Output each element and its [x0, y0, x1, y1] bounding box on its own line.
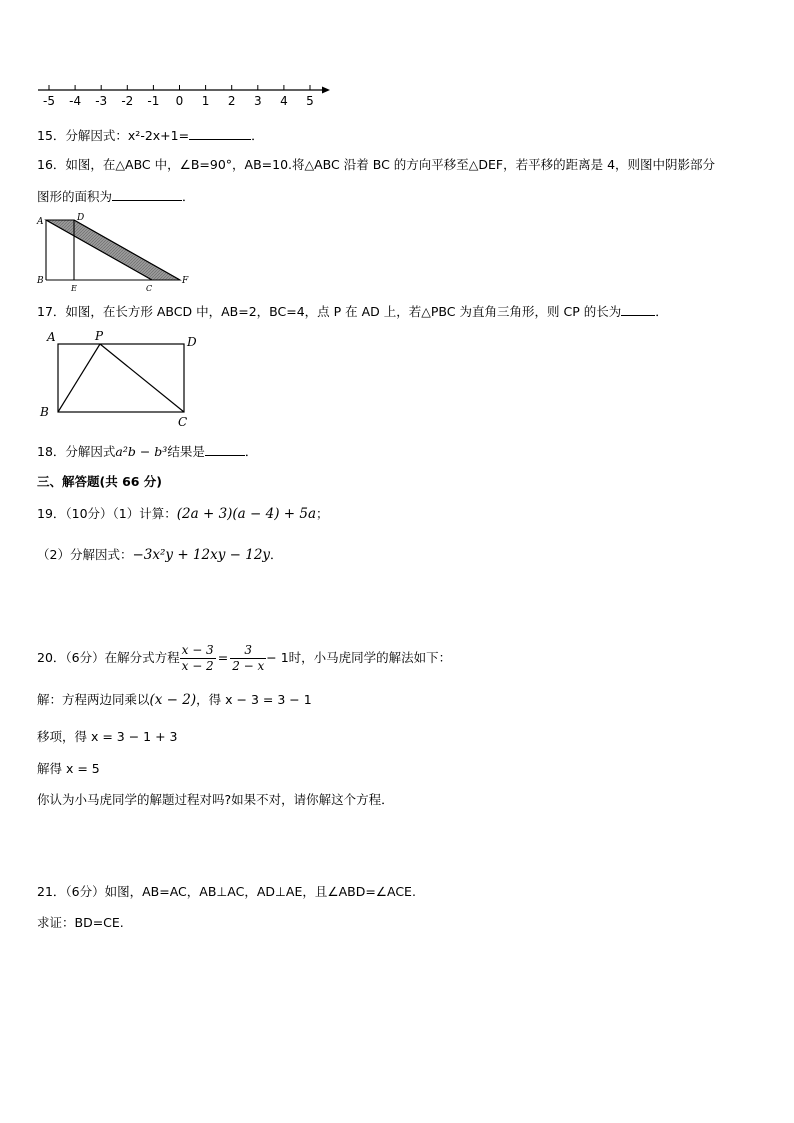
- q20-step1-label: 解：方程两边同乘以: [37, 692, 150, 707]
- number-line-label: 1: [201, 94, 210, 108]
- question-16-line2: [37, 188, 195, 205]
- q20-step2-text: 移项，得 x = 3 − 1 + 3: [37, 729, 178, 744]
- number-line-label: -2: [121, 94, 134, 108]
- number-line-label: 2: [227, 94, 236, 108]
- q17-label-p: P: [95, 329, 104, 343]
- question-18: [37, 443, 257, 460]
- q18-text: 18．分解因式: [37, 444, 116, 459]
- section-3-title: [37, 474, 162, 490]
- q16-figure: [34, 210, 194, 294]
- q20-frac1-denominator: x − 2: [181, 659, 214, 673]
- q17-label-b: B: [40, 405, 49, 419]
- q19-part2-expression: −3x²y + 12xy − 12y: [132, 547, 271, 563]
- q16-figure-svg: [34, 210, 194, 294]
- number-line-svg: [30, 80, 340, 110]
- number-line-arrow: [322, 87, 330, 94]
- number-line-ticks: [43, 85, 314, 108]
- q17-figure: [34, 326, 214, 430]
- question-16-line1: [37, 157, 715, 173]
- q16-segment-df: [74, 220, 180, 280]
- q16-line2: 图形的面积为: [37, 189, 113, 204]
- q20-step3-text: 解得 x = 5: [37, 761, 100, 776]
- q21-line2: 求证：BD=CE.: [37, 915, 124, 930]
- number-line-label: -4: [69, 94, 82, 108]
- q18-expression: a²b − b³: [115, 444, 168, 459]
- q20-step2: [37, 729, 178, 745]
- q16-label-c: C: [146, 284, 153, 293]
- q18-answer-blank[interactable]: [205, 443, 245, 456]
- question-17: [37, 303, 668, 320]
- q20-frac2-denominator: 2 − x: [232, 659, 265, 673]
- q17-label-c: C: [178, 415, 188, 429]
- q16-label-b: B: [37, 276, 44, 286]
- q15-answer-blank[interactable]: [189, 127, 251, 140]
- q20-question-text: 你认为小马虎同学的解题过程对吗?如果不对，请你解这个方程．: [37, 792, 394, 807]
- q19-part2-label: （2）分解因式：: [37, 547, 133, 562]
- q17-figure-svg: [34, 326, 214, 430]
- q17-answer-blank[interactable]: [621, 303, 655, 316]
- q16-segment-ac: [46, 220, 152, 280]
- q16-end: ．: [182, 189, 195, 204]
- number-line-label: 0: [175, 94, 184, 108]
- q16-line1: 16．如图，在△ABC 中，∠B=90°，AB=10.将△ABC 沿着 BC 的方向平移至△DEF，若平移的距离是 4，则图中阴影部分: [37, 157, 716, 172]
- q16-answer-blank[interactable]: [112, 188, 182, 201]
- question-21-line1: [37, 884, 416, 900]
- q19-part1-expression: (2a + 3)(a − 4) + 5a: [176, 506, 317, 522]
- q17-label-a: A: [47, 330, 56, 344]
- q15-end: ．: [251, 128, 264, 143]
- q20-step1-factor: (x − 2): [149, 692, 197, 708]
- q20-step1-result: ，得 x − 3 = 3 − 1: [196, 692, 312, 707]
- question-19-part1: [37, 506, 329, 522]
- section-3-title-text: 三、解答题(共 66 分): [37, 474, 163, 489]
- q19-part1-end: ；: [316, 506, 329, 521]
- q20-step1: [37, 692, 312, 708]
- q17-label-d: D: [187, 335, 197, 349]
- q17-segment-bp: [58, 344, 100, 412]
- number-line-label: -1: [147, 94, 160, 108]
- q20-step3: [37, 761, 100, 777]
- q17-end: ．: [655, 304, 668, 319]
- number-line-label: 3: [253, 94, 262, 108]
- number-line-label: -3: [95, 94, 108, 108]
- question-21-line2: [37, 915, 124, 931]
- q20-frac1-numerator: x − 3: [181, 643, 214, 657]
- q16-label-f: F: [182, 276, 189, 286]
- q17-text: 17．如图，在长方形 ABCD 中，AB=2，BC=4，点 P 在 AD 上，若△PBC 为直角三角形，则 CP 的长为: [37, 304, 622, 319]
- q20-question: [37, 792, 394, 808]
- q20-fraction-right: [230, 643, 266, 674]
- q20-equals: =: [217, 650, 229, 665]
- q19-part2-end: ．: [270, 547, 283, 562]
- q16-label-a: A: [37, 217, 44, 227]
- number-line-label: -5: [43, 94, 55, 108]
- q18-end: ．: [244, 444, 258, 459]
- q16-label-e: E: [71, 284, 77, 293]
- q19-part1-label: 19．（10分）（1）计算：: [37, 506, 177, 521]
- number-line: [30, 80, 340, 110]
- q15-text: 15．分解因式：x²-2x+1=: [37, 128, 190, 143]
- q20-frac2-numerator: 3: [230, 643, 266, 659]
- question-15: [37, 127, 264, 144]
- q17-rectangle: [58, 344, 184, 412]
- q17-segment-pc: [100, 344, 184, 412]
- q20-fraction-left: [180, 643, 216, 674]
- q21-line1: 21．（6分）如图，AB=AC，AB⊥AC，AD⊥AE，且∠ABD=∠ACE.: [37, 884, 416, 899]
- question-20: [37, 640, 451, 676]
- q18-after: 结果是: [167, 444, 205, 459]
- question-19-part2: [37, 547, 283, 563]
- number-line-label: 4: [280, 94, 288, 108]
- q16-label-d: D: [77, 213, 85, 223]
- number-line-label: 5: [306, 94, 314, 108]
- q16-shaded-region: [46, 220, 180, 280]
- q20-tail: − 1时，小马虎同学的解法如下：: [266, 650, 452, 665]
- q20-label: 20．（6分）在解分式方程: [37, 650, 180, 665]
